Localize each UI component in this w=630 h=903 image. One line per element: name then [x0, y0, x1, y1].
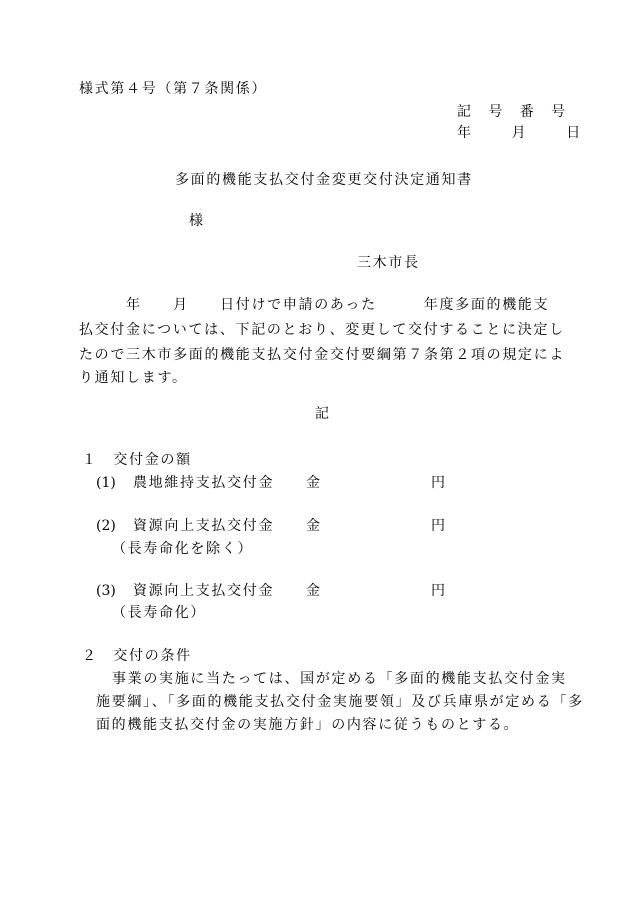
body-line: 年 月 日付けで申請のあった 年度多面的機能支: [79, 297, 550, 313]
section-heading: ２ 交付の条件: [82, 648, 192, 664]
issuer-name: 三木市長: [357, 255, 420, 271]
condition-line: 事業の実施に当たっては、国が定める「多面的機能支払交付金実: [112, 671, 567, 687]
yen-label: 円: [431, 475, 445, 491]
condition-line: 面的機能支払交付金の実施方針」の内容に従うものとする。: [96, 717, 520, 733]
body-line: 払交付金については、下記のとおり、変更して交付することに決定し: [79, 322, 565, 338]
kin-label: 金: [306, 518, 320, 534]
item-note: （長寿命化を除く）: [112, 541, 254, 557]
section-heading: １ 交付金の額: [82, 452, 192, 468]
body-line: たので三木市多面的機能支払交付金交付要綱第７条第２項の規定によ: [79, 347, 566, 363]
form-label: 様式第４号（第７条関係）: [79, 81, 268, 97]
item-name: 農地維持支払交付金: [133, 475, 275, 491]
item-number: (2): [96, 518, 116, 534]
body-line: り通知します。: [79, 370, 188, 386]
date-line: 年 月 日: [457, 125, 585, 141]
yen-label: 円: [431, 583, 445, 599]
item-name: 資源向上支払交付金: [133, 583, 275, 599]
condition-line: 施要綱」、「多面的機能支払交付金実施要領」及び兵庫県が定める「多: [96, 694, 584, 710]
ki-heading: 記: [315, 406, 329, 422]
kin-label: 金: [306, 475, 320, 491]
addressee-suffix: 様: [189, 213, 203, 229]
document-number-line: 記 号 番 号: [457, 104, 567, 120]
item-number: (1): [96, 475, 116, 491]
kin-label: 金: [306, 583, 320, 599]
document-title: 多面的機能支払交付金変更交付決定通知書: [175, 172, 473, 188]
yen-label: 円: [431, 518, 445, 534]
item-name: 資源向上支払交付金: [133, 518, 275, 534]
item-note: （長寿命化）: [112, 605, 207, 621]
item-number: (3): [96, 583, 116, 599]
